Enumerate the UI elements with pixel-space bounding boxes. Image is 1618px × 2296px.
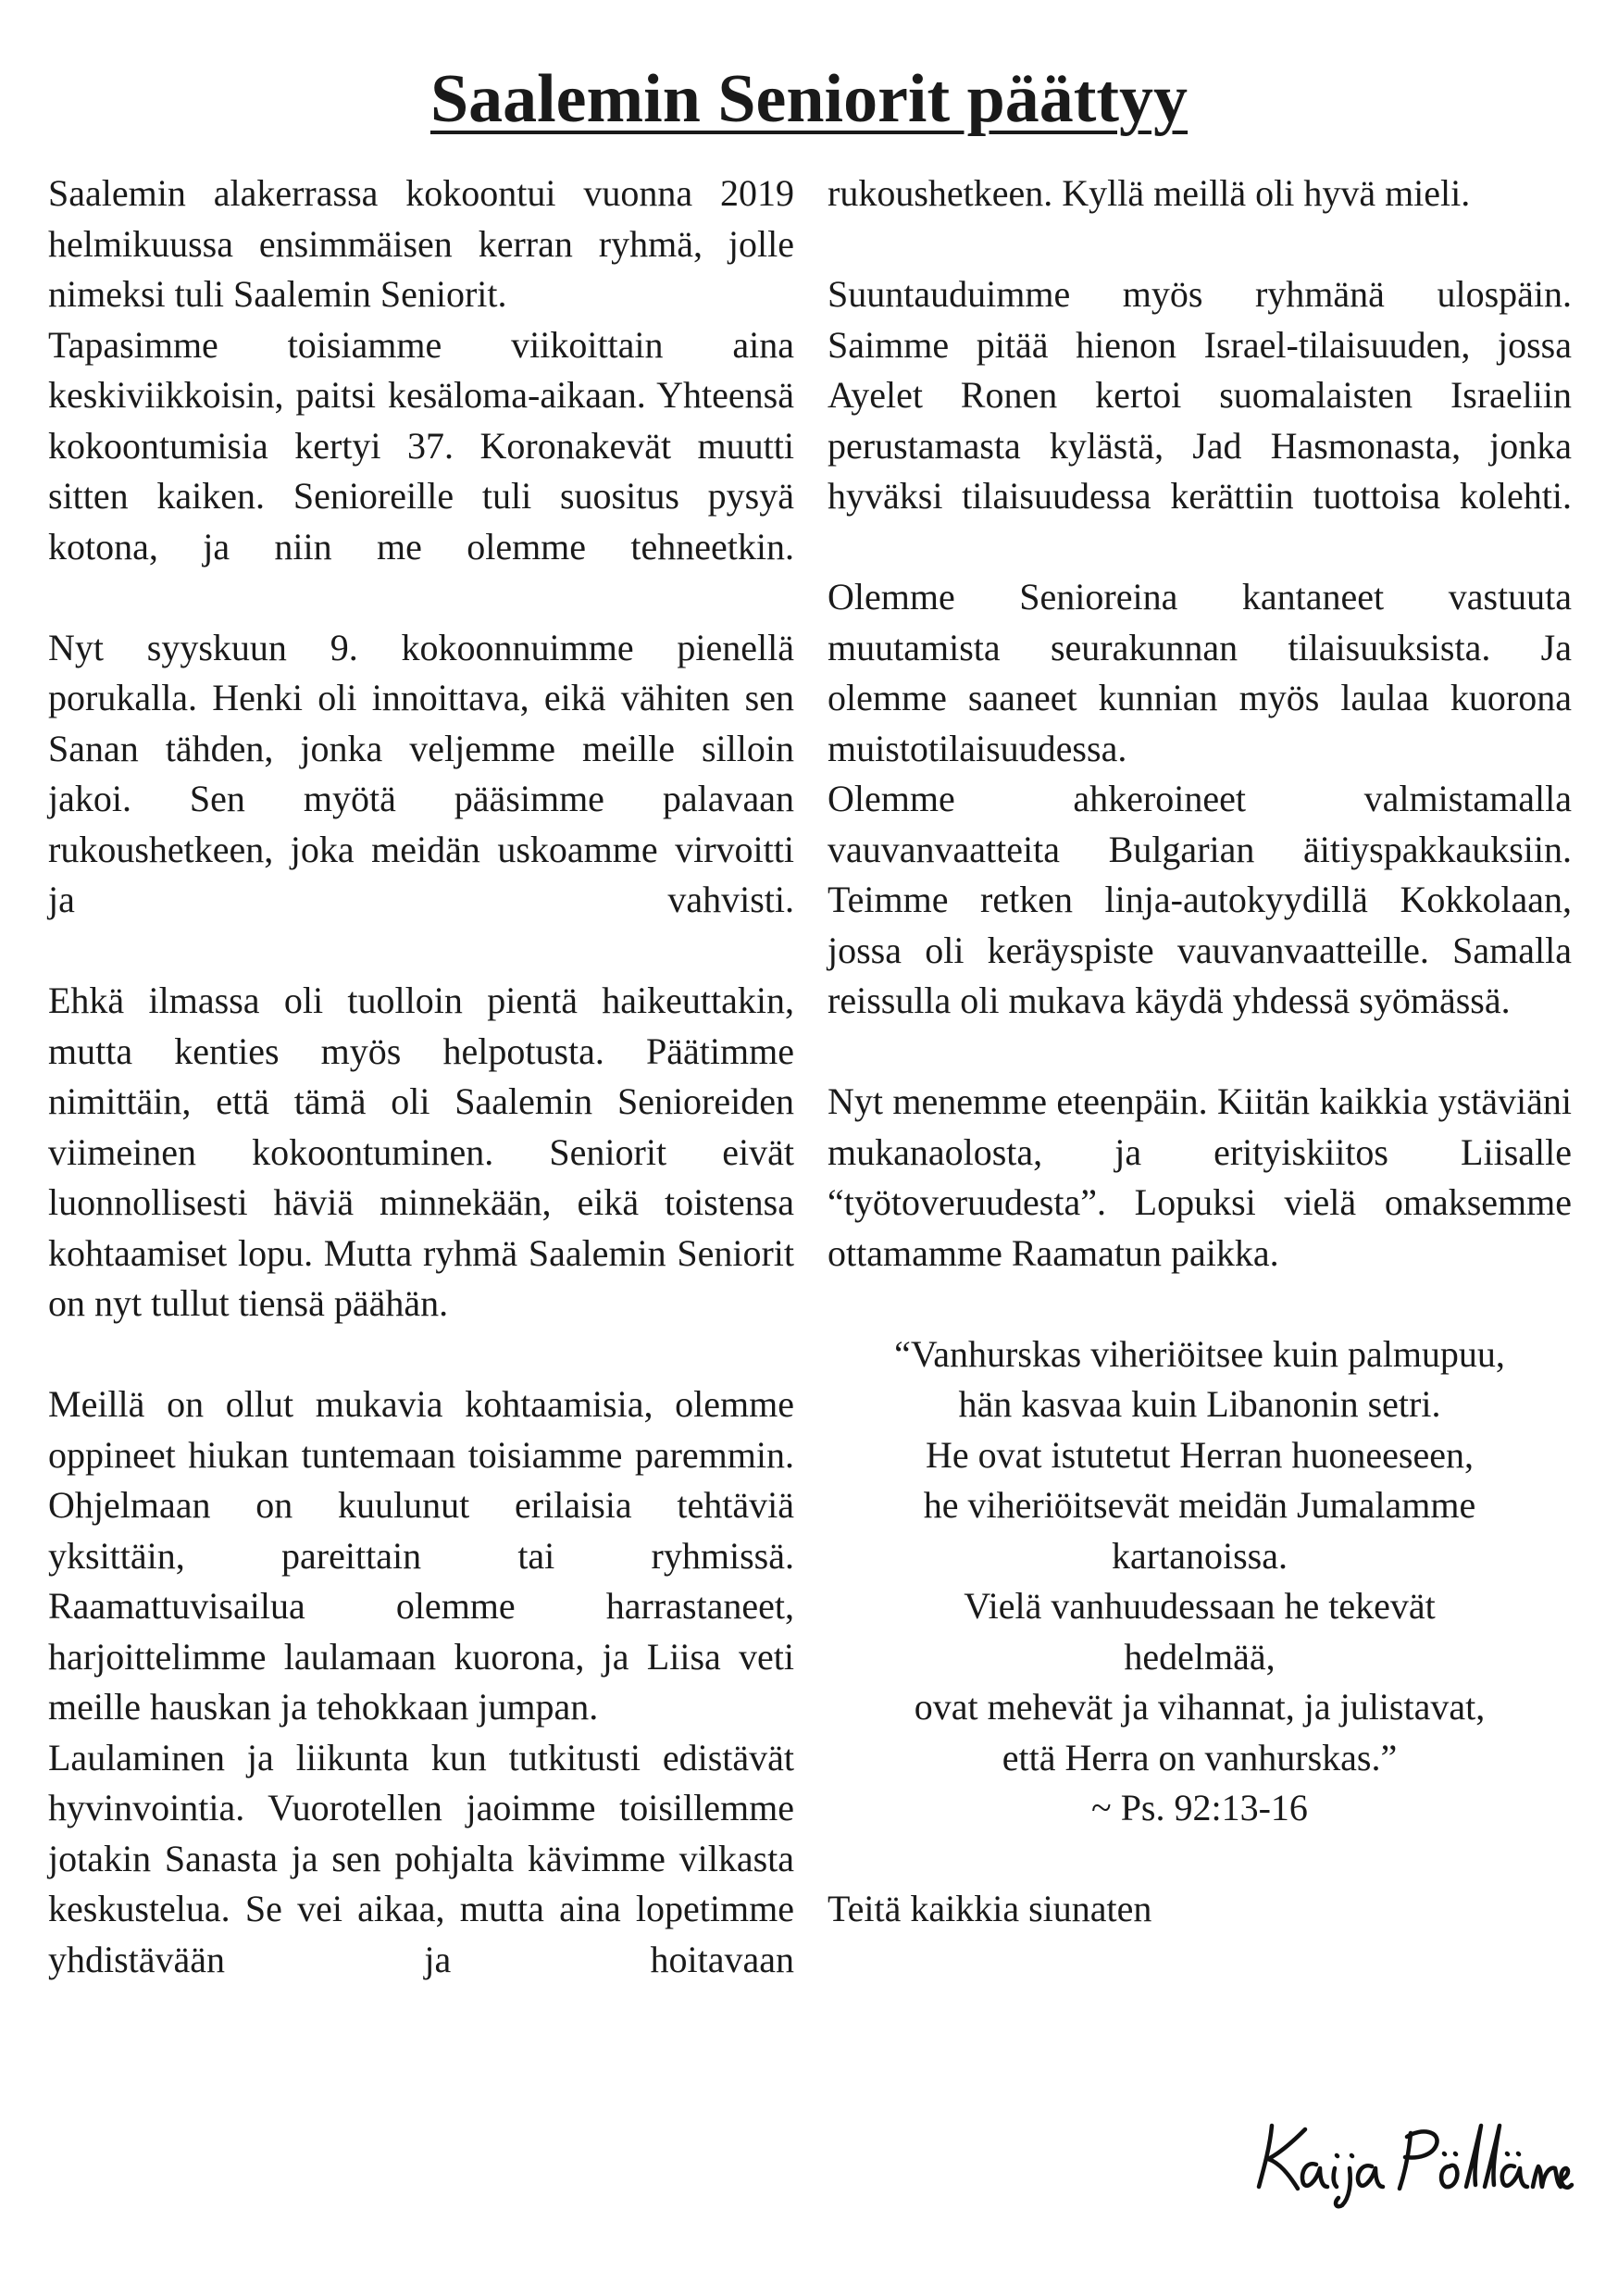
quote-line: “Vanhurskas viheriöitsee kuin palmupuu, [894, 1332, 1505, 1375]
quote-line: He ovat istutetut Herran huoneeseen, [925, 1433, 1474, 1476]
quote-line: Vielä vanhuudessaan he tekevät [964, 1585, 1436, 1627]
paragraph: Nyt menemme eteenpäin. Kiitän kaikkia ystäviäni mukanaolosta, ja erityiskiitos Liisalle “työtoveruudesta”. Lopuksi vielä omaksemme ottamamme Raamatun paikka. [828, 1080, 1572, 1274]
paragraph-gap [828, 522, 1572, 573]
left-column [48, 168, 794, 1985]
paragraph: Saalemin alakerrassa kokoontui vuonna 2019 helmikuussa ensimmäisen kerran ryhmä, jolle nimeksi tuli Saalemin Seniorit. [48, 172, 794, 315]
paragraph: rukoushetkeen. Kyllä meillä oli hyvä mieli. [828, 172, 1471, 214]
paragraph: Laulaminen ja liikunta kun tutkitusti edistävät hyvinvointia. Vuorotellen jaoimme toisillemme jotakin Sanasta ja sen pohjalta kävimme vilkasta keskustelua. Se vei aikaa, mutta aina lopetimme yhdistävään ja hoitavaan [48, 1736, 794, 1980]
quote-line: he viheriöitsevät meidän Jumalamme [923, 1484, 1476, 1526]
quote-line: että Herra on vanhurskas.” [1002, 1736, 1398, 1778]
paragraph: Tapasimme toisiamme viikoittain aina keskiviikkoisin, paitsi kesäloma-aikaan. Yhteensä kokoontumisia kertyi 37. Koronakevät muutti sitten kaiken. Senioreille tuli suositus pysyä kotona, ja niin me olemme tehneetkin. [48, 323, 794, 568]
paragraph-gap [828, 219, 1572, 270]
article-title [0, 61, 1618, 137]
paragraph-gap [828, 1279, 1572, 1329]
bible-quote [828, 1329, 1572, 1834]
quote-line: hedelmää, [1124, 1635, 1276, 1678]
article-title-text: Saalemin Seniorit päättyy [429, 61, 1189, 137]
handwritten-signature [1251, 2109, 1575, 2211]
paragraph-gap [48, 572, 794, 623]
paragraph: Ehkä ilmassa oli tuolloin pientä haikeuttakin, mutta kenties myös helpotusta. Päätimme nimittäin, että tämä oli Saalemin Senioreiden viimeinen kokoontuminen. Seniorit eivät luonnollisesti häviä minnekään, eikä toistensa kohtaamiset lopu. Mutta ryhmä Saalemin Seniorit on nyt tullut tiensä päähän. [48, 980, 794, 1324]
paragraph-gap [48, 1329, 794, 1380]
paragraph: Nyt syyskuun 9. kokoonnuimme pienellä porukalla. Henki oli innoittava, eikä vähiten sen Sanan tähden, jonka veljemme meille silloin jakoi. Sen myötä pääsimme palavaan rukoushetkeen, joka meidän uskoamme virvoitti ja vahvisti. [48, 626, 794, 920]
quote-line: hän kasvaa kuin Libanonin setri. [958, 1383, 1441, 1425]
closing-greeting: Teitä kaikkia siunaten [828, 1888, 1152, 1929]
paragraph: Olemme Senioreina kantaneet vastuuta muutamista seurakunnan tilaisuuksista. Ja olemme saaneet kunnian myös laulaa kuorona muistotilaisuudessa. [828, 576, 1572, 769]
paragraph-gap [828, 1834, 1572, 1885]
paragraph: Olemme ahkeroineet valmistamalla vauvanvaatteita Bulgarian äitiyspakkauksiin. Teimme retken linja-autokyydillä Kokkolaan, jossa oli keräyspiste vauvanvaatteille. Samalla reissulla oli mukava käydä yhdessä syömässä. [828, 778, 1572, 1021]
paragraph: Suuntauduimme myös ryhmänä ulospäin. Saimme pitää hienon Israel-tilaisuuden, jossa Ayelet Ronen kertoi suomalaisten Israeliin perustamasta kylästä, Jad Hasmonasta, jonka hyväksi tilaisuudessa kerättiin tuottoisa kolehti. [828, 273, 1572, 517]
paragraph-gap [828, 1027, 1572, 1078]
quote-line: ovat mehevät ja vihannat, ja julistavat, [914, 1686, 1486, 1728]
paragraph: Meillä on ollut mukavia kohtaamisia, olemme oppineet hiukan tuntemaan toisiamme paremmin. Ohjelmaan on kuulunut erilaisia tehtäviä yksittäin, pareittain tai ryhmissä. Raamattuvisailua olemme harrastaneet, harjoittelimme laulamaan kuorona, ja Liisa veti meille hauskan ja tehokkaan jumpan. [48, 1383, 794, 1728]
quote-reference: ~ Ps. 92:13-16 [1091, 1787, 1308, 1828]
quote-line: kartanoissa. [1112, 1534, 1288, 1577]
paragraph-gap [48, 926, 794, 977]
right-column [828, 168, 1572, 1935]
